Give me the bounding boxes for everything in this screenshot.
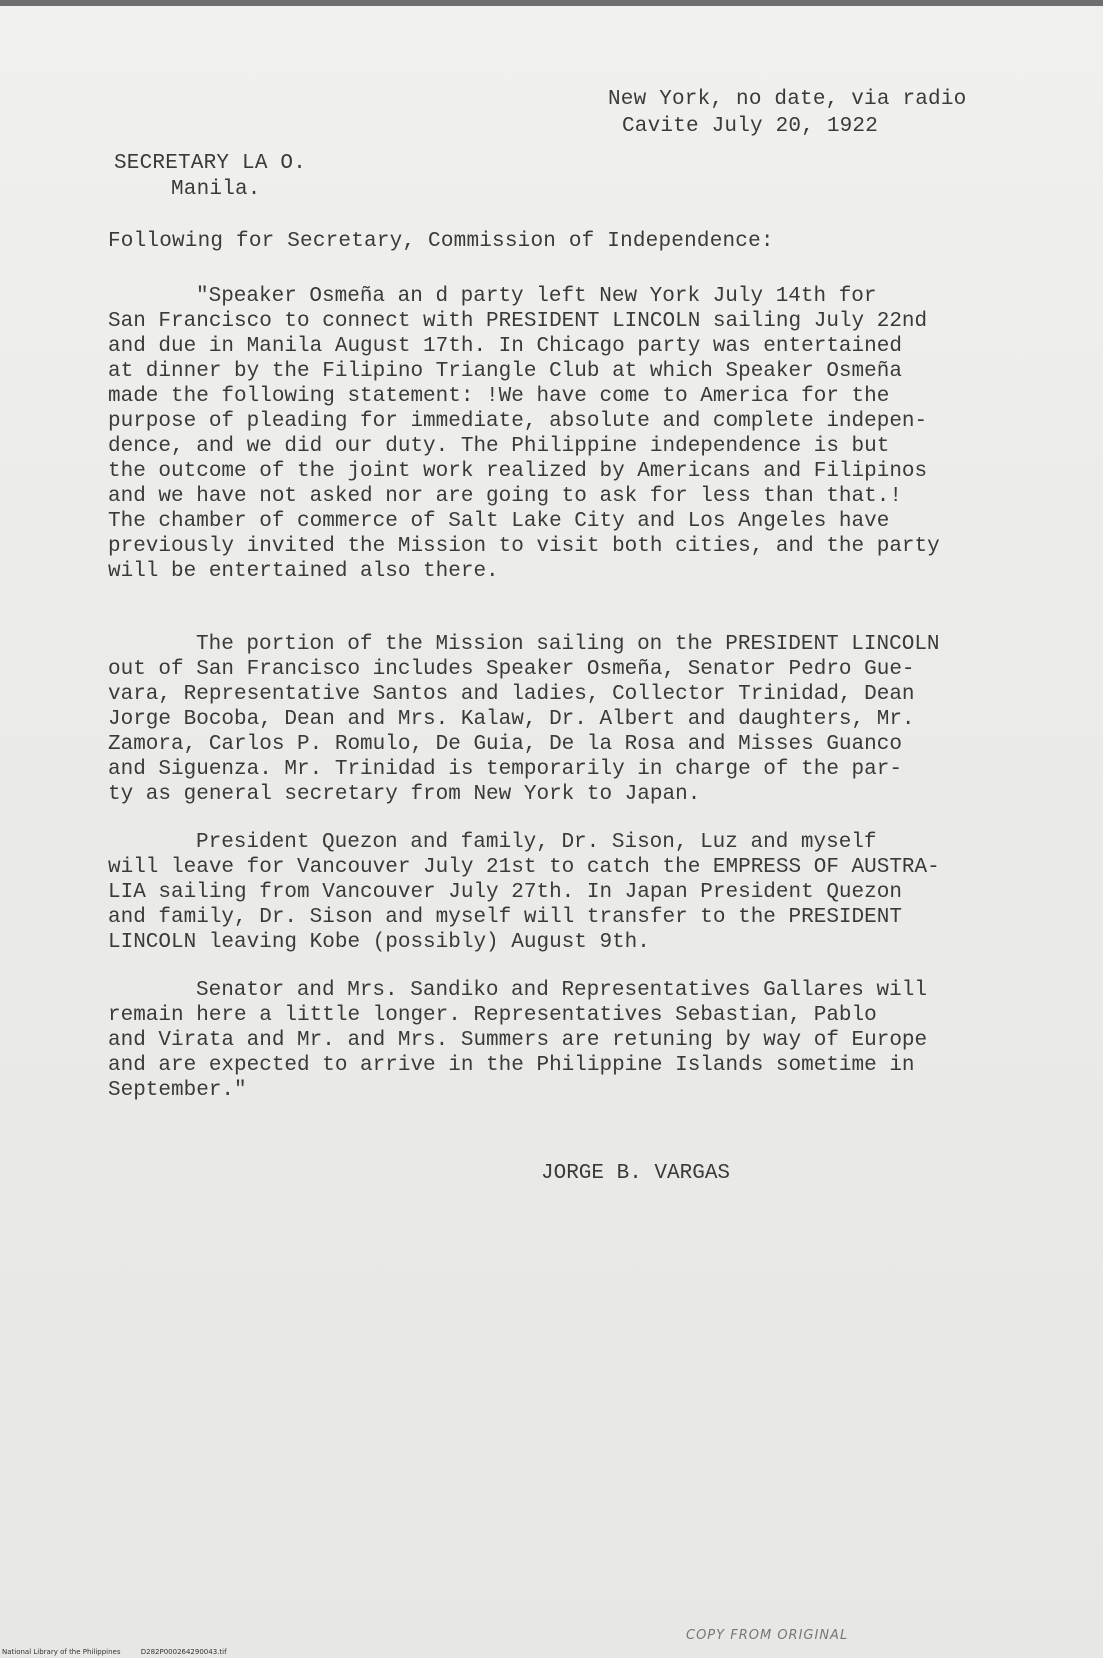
paragraph-line: dence, and we did our duty. The Philippine independence is but xyxy=(108,435,890,458)
paragraph-line: remain here a little longer. Representatives Sebastian, Pablo xyxy=(108,1004,877,1027)
paragraph-line: and due in Manila August 17th. In Chicago party was entertained xyxy=(108,335,902,358)
paragraph-line: the outcome of the joint work realized by Americans and Filipinos xyxy=(108,460,928,483)
dateline-date: Cavite July 20, 1922 xyxy=(622,115,879,138)
scan-top-edge xyxy=(0,0,1103,6)
paragraph-line: September." xyxy=(108,1079,247,1102)
paragraph-line: out of San Francisco includes Speaker Osmeña, Senator Pedro Gue- xyxy=(108,658,915,681)
paragraph-line: LINCOLN leaving Kobe (possibly) August 9th. xyxy=(108,931,650,954)
paragraph-line: made the following statement: !We have come to America for the xyxy=(108,385,890,408)
paragraph-3 xyxy=(108,830,1008,955)
paragraph-line: will leave for Vancouver July 21st to catch the EMPRESS OF AUSTRA- xyxy=(108,856,940,879)
paragraph-1 xyxy=(108,284,1008,584)
handwritten-note: COPY FROM ORIGINAL xyxy=(686,1628,849,1643)
paragraph-line: purpose of pleading for immediate, absolute and complete indepen- xyxy=(108,410,928,433)
paragraph-line: The portion of the Mission sailing on the PRESIDENT LINCOLN xyxy=(196,633,940,656)
paragraph-line: previously invited the Mission to visit both cities, and the party xyxy=(108,535,940,558)
intro-line: Following for Secretary, Commission of Independence: xyxy=(108,230,774,253)
addressee: SECRETARY LA O. xyxy=(114,152,307,175)
paragraph-line: and Siguenza. Mr. Trinidad is temporarily in charge of the par- xyxy=(108,758,902,781)
footer-file-id: D282P000264290043.tif xyxy=(140,1648,227,1656)
paragraph-line: and family, Dr. Sison and myself will transfer to the PRESIDENT xyxy=(108,906,902,929)
paragraph-line: Zamora, Carlos P. Romulo, De Guia, De la Rosa and Misses Guanco xyxy=(108,733,902,756)
paragraph-line: at dinner by the Filipino Triangle Club at which Speaker Osmeña xyxy=(108,360,902,383)
dateline-place: New York, no date, via radio xyxy=(608,88,967,111)
paragraph-line: San Francisco to connect with PRESIDENT LINCOLN sailing July 22nd xyxy=(108,310,928,333)
paragraph-line: and we have not asked nor are going to ask for less than that.! xyxy=(108,485,902,508)
paragraph-line: The chamber of commerce of Salt Lake City and Los Angeles have xyxy=(108,510,890,533)
scan-footer xyxy=(2,1648,245,1656)
paragraph-line: will be entertained also there. xyxy=(108,560,499,583)
signature: JORGE B. VARGAS xyxy=(541,1162,731,1185)
paragraph-2 xyxy=(108,632,1008,807)
footer-library: National Library of the Philippines xyxy=(2,1648,121,1656)
paragraph-line: ty as general secretary from New York to Japan. xyxy=(108,783,701,806)
paragraph-line: "Speaker Osmeña an d party left New York July 14th for xyxy=(196,285,877,308)
addressee-city: Manila. xyxy=(171,178,261,201)
paragraph-line: and are expected to arrive in the Philippine Islands sometime in xyxy=(108,1054,915,1077)
paragraph-line: Jorge Bocoba, Dean and Mrs. Kalaw, Dr. Albert and daughters, Mr. xyxy=(108,708,915,731)
paragraph-line: vara, Representative Santos and ladies, Collector Trinidad, Dean xyxy=(108,683,915,706)
paragraph-line: Senator and Mrs. Sandiko and Representatives Gallares will xyxy=(196,979,927,1002)
paragraph-4 xyxy=(108,978,1008,1103)
paragraph-line: LIA sailing from Vancouver July 27th. In Japan President Quezon xyxy=(108,881,902,904)
paragraph-line: and Virata and Mr. and Mrs. Summers are retuning by way of Europe xyxy=(108,1029,928,1052)
paragraph-line: President Quezon and family, Dr. Sison, Luz and myself xyxy=(196,831,877,854)
